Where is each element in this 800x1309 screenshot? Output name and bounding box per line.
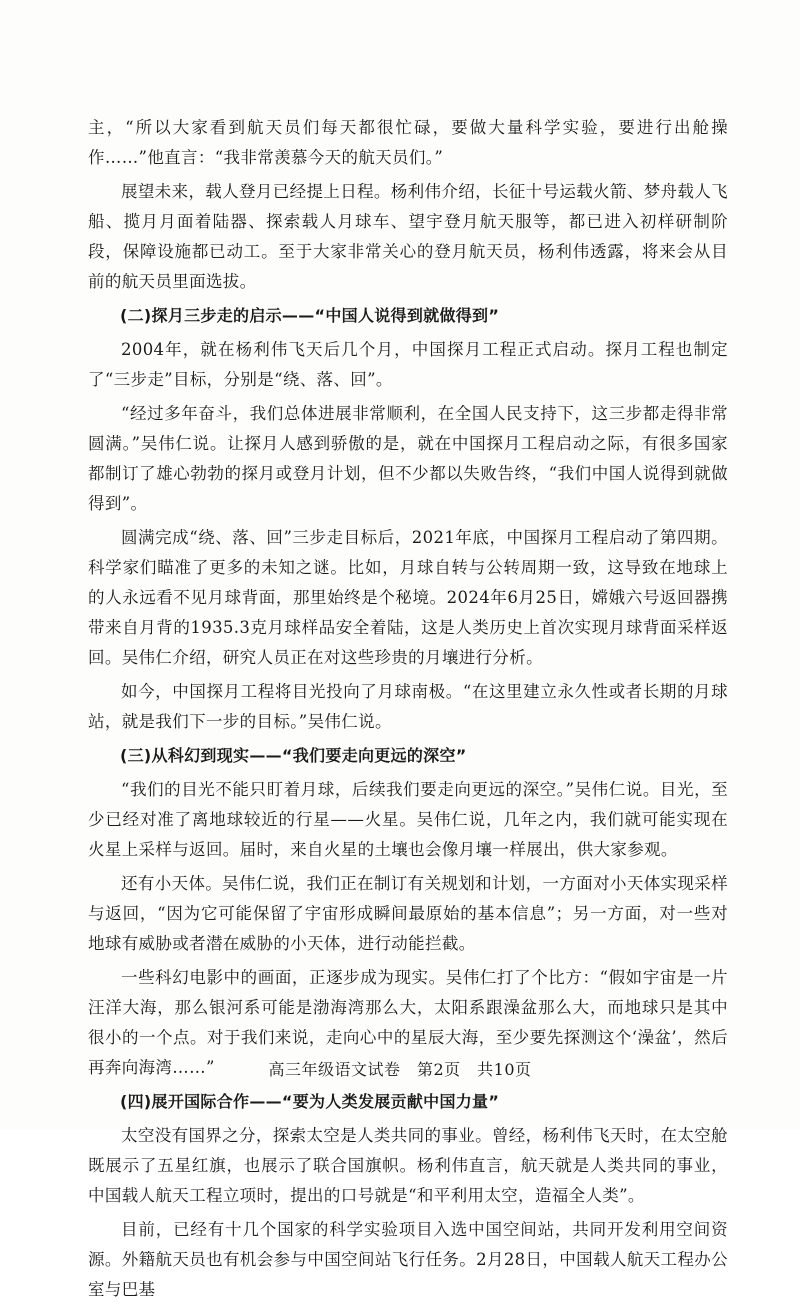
section-heading-4: (四)展开国际合作——“要为人类发展贡献中国力量”: [120, 1092, 500, 1111]
paragraph-10: 太空没有国界之分，探索太空是人类共同的事业。曾经，杨利伟飞天时，在太空舱既展示了五星红旗，也展示了联合国旗帜。杨利伟直言，航天就是人类共同的事业，中国载人航天工程立项时，提出的口号就是“和平利用太空，造福全人类”。: [88, 1126, 728, 1205]
section-heading-2: (二)探月三步走的启示——“中国人说得到就做得到”: [120, 306, 500, 325]
paragraph-6: 如今，中国探月工程将目光投向了月球南极。“在这里建立永久性或者长期的月球站，就是我们下一步的目标。”吴伟仁说。: [88, 682, 728, 731]
paragraph-1: 主，“所以大家看到航天员们每天都很忙碌，要做大量科学实验，要进行出舱操作……”他直言：“我非常羡慕今天的航天员们。”: [88, 118, 728, 167]
paragraph-2: 展望未来，载人登月已经提上日程。杨利伟介绍，长征十号运载火箭、梦舟载人飞船、揽月月面着陆器、探索载人月球车、望宇登月航天服等，都已进入初样研制阶段，保障设施都已动工。至于大家非常关心的登月航天员，杨利伟透露，将来会从目前的航天员里面选拔。: [88, 182, 728, 291]
paragraph-8: 还有小天体。吴伟仁说，我们正在制订有关规划和计划，一方面对小天体实现采样与返回，“因为它可能保留了宇宙形成瞬间最原始的基本信息”；另一方面，对一些对地球有威胁或者潜在威胁的小天体，进行动能拦截。: [88, 874, 728, 953]
paragraph-11: 目前，已经有十几个国家的科学实验项目入选中国空间站，共同开发利用空间资源。外籍航天员也有机会参与中国空间站飞行任务。2月28日，中国载人航天工程办公室与巴基: [88, 1220, 728, 1299]
paragraph-4: “经过多年奋斗，我们总体进展非常顺利，在全国人民支持下，这三步都走得非常圆满。”吴伟仁说。让探月人感到骄傲的是，就在中国探月工程启动之际，有很多国家都制订了雄心勃勃的探月或登月计划，但不少都以失败告终，“我们中国人说得到就做得到”。: [88, 404, 728, 513]
paragraph-9: 一些科幻电影中的画面，正逐步成为现实。吴伟仁打了个比方：“假如宇宙是一片汪洋大海，那么银河系可能是渤海湾那么大，太阳系跟澡盆那么大，而地球只是其中很小的一个点。对于我们来说，走向心中的星辰大海，至少要先探测这个‘澡盆’，然后再奔向海湾……”: [88, 968, 728, 1077]
paragraph-3: 2004年，就在杨利伟飞天后几个月，中国探月工程正式启动。探月工程也制定了“三步走”目标，分别是“绕、落、回”。: [88, 340, 728, 389]
paragraph-7: “我们的目光不能只盯着月球，后续我们要走向更远的深空。”吴伟仁说。目光，至少已经对准了离地球较近的行星——火星。吴伟仁说，几年之内，我们就可能实现在火星上采样与返回。届时，来自火星的土壤也会像月壤一样展出，供大家参观。: [88, 780, 728, 859]
section-heading-3: (三)从科幻到现实——“我们要走向更远的深空”: [120, 746, 467, 765]
paragraph-5: 圆满完成“绕、落、回”三步走目标后，2021年底，中国探月工程启动了第四期。科学家们瞄准了更多的未知之谜。比如，月球自转与公转周期一致，这导致在地球上的人永远看不见月球背面，那里始终是个秘境。2024年6月25日，嫦娥六号返回器携带来自月背的1935.3克月球样品安全着陆，这是人类历史上首次实现月球背面采样返回。吴伟仁介绍，研究人员正在对这些珍贵的月壤进行分析。: [88, 528, 728, 667]
page-footer: 高三年级语文试卷 第2页 共10页: [268, 1060, 532, 1079]
